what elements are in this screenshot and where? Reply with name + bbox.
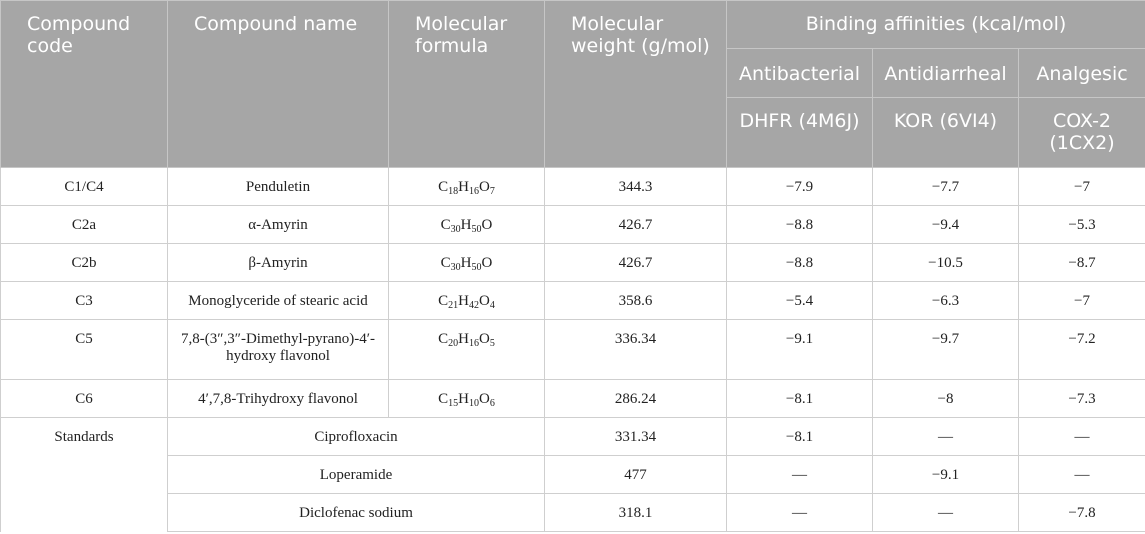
header-compound-code: Compound code bbox=[1, 1, 168, 168]
cox2-affinity-cell: — bbox=[1019, 456, 1145, 494]
kor-affinity-cell: — bbox=[873, 494, 1019, 532]
formula-element: H bbox=[458, 331, 469, 347]
formula-subscript: 15 bbox=[448, 398, 459, 409]
formula-element: C bbox=[438, 331, 449, 347]
table-row bbox=[1, 168, 1145, 206]
molecular-weight-cell: 331.34 bbox=[545, 418, 727, 456]
formula-subscript: 30 bbox=[450, 224, 461, 235]
molecular-weight-cell: 336.34 bbox=[545, 320, 727, 380]
compound-name-cell: 4′,7,8-Trihydroxy flavonol bbox=[168, 380, 389, 418]
formula-subscript: 50 bbox=[471, 262, 482, 273]
formula-subscript: 4 bbox=[489, 300, 495, 311]
header-kor: KOR (6VI4) bbox=[873, 97, 1019, 167]
formula-element: O bbox=[479, 179, 490, 195]
formula-subscript: 50 bbox=[471, 224, 482, 235]
formula-element: C bbox=[440, 255, 451, 271]
molecular-weight-cell: 358.6 bbox=[545, 282, 727, 320]
table-row bbox=[1, 282, 1145, 320]
formula-element: H bbox=[458, 391, 469, 407]
kor-affinity-cell: −10.5 bbox=[873, 244, 1019, 282]
standard-row bbox=[1, 418, 1145, 456]
table-body bbox=[1, 168, 1145, 532]
formula-element: H bbox=[458, 179, 469, 195]
dhfr-affinity-cell: −9.1 bbox=[727, 320, 873, 380]
molecular-formula-cell bbox=[389, 168, 545, 206]
compound-name-cell: Monoglyceride of stearic acid bbox=[168, 282, 389, 320]
cox2-affinity-cell: −7.8 bbox=[1019, 494, 1145, 532]
cox2-affinity-cell: −7.3 bbox=[1019, 380, 1145, 418]
formula-subscript: 20 bbox=[448, 338, 459, 349]
header-molecular-formula: Molecular formula bbox=[389, 1, 545, 168]
standard-name-cell: Ciprofloxacin bbox=[168, 418, 545, 456]
header-antibacterial: Antibacterial bbox=[727, 49, 873, 97]
formula-subscript: 10 bbox=[469, 398, 479, 409]
dhfr-affinity-cell: — bbox=[727, 494, 873, 532]
compound-code-cell: C6 bbox=[1, 380, 168, 418]
compound-code-cell: C2b bbox=[1, 244, 168, 282]
formula-element: O bbox=[481, 217, 493, 233]
kor-affinity-cell: −6.3 bbox=[873, 282, 1019, 320]
dhfr-affinity-cell: −8.8 bbox=[727, 206, 873, 244]
compound-code-cell: C5 bbox=[1, 320, 168, 380]
table-row bbox=[1, 320, 1145, 380]
formula-subscript: 5 bbox=[489, 338, 495, 349]
table-row bbox=[1, 206, 1145, 244]
formula-element: H bbox=[460, 217, 472, 233]
compound-code-cell: C2a bbox=[1, 206, 168, 244]
cox2-affinity-cell: −7 bbox=[1019, 282, 1145, 320]
standard-row bbox=[1, 456, 1145, 494]
table-row bbox=[1, 244, 1145, 282]
compound-code-cell: C1/C4 bbox=[1, 168, 168, 206]
molecular-weight-cell: 344.3 bbox=[545, 168, 727, 206]
compound-name-cell: α-Amyrin bbox=[168, 206, 389, 244]
formula-subscript: 7 bbox=[489, 186, 495, 197]
formula-subscript: 16 bbox=[469, 186, 479, 197]
kor-affinity-cell: — bbox=[873, 418, 1019, 456]
kor-affinity-cell: −8 bbox=[873, 380, 1019, 418]
formula-subscript: 21 bbox=[448, 300, 459, 311]
dhfr-affinity-cell: — bbox=[727, 456, 873, 494]
dhfr-affinity-cell: −8.1 bbox=[727, 418, 873, 456]
compound-name-cell: β-Amyrin bbox=[168, 244, 389, 282]
molecular-formula-cell bbox=[389, 206, 545, 244]
standards-label-cell: Standards bbox=[1, 418, 168, 532]
header-compound-name: Compound name bbox=[168, 1, 389, 168]
formula-element: O bbox=[481, 255, 493, 271]
compound-code-cell: C3 bbox=[1, 282, 168, 320]
compound-name-cell: 7,8-(3″,3″-Dimethyl-pyrano)-4′-hydroxy flavonol bbox=[168, 320, 389, 380]
molecular-formula-cell bbox=[389, 320, 545, 380]
cox2-affinity-cell: −5.3 bbox=[1019, 206, 1145, 244]
cox2-affinity-cell: −7 bbox=[1019, 168, 1145, 206]
molecular-weight-cell: 286.24 bbox=[545, 380, 727, 418]
kor-affinity-cell: −9.1 bbox=[873, 456, 1019, 494]
header-antidiarrheal: Antidiarrheal bbox=[873, 49, 1019, 97]
molecular-weight-cell: 426.7 bbox=[545, 206, 727, 244]
kor-affinity-cell: −9.7 bbox=[873, 320, 1019, 380]
cox2-affinity-cell: −8.7 bbox=[1019, 244, 1145, 282]
molecular-weight-cell: 426.7 bbox=[545, 244, 727, 282]
formula-element: C bbox=[440, 217, 451, 233]
formula-subscript: 30 bbox=[450, 262, 461, 273]
dhfr-affinity-cell: −8.1 bbox=[727, 380, 873, 418]
cox2-affinity-cell: −7.2 bbox=[1019, 320, 1145, 380]
molecular-formula-cell bbox=[389, 282, 545, 320]
molecular-weight-cell: 318.1 bbox=[545, 494, 727, 532]
formula-element: H bbox=[460, 255, 472, 271]
formula-element: O bbox=[479, 293, 490, 309]
standard-name-cell: Diclofenac sodium bbox=[168, 494, 545, 532]
table-header bbox=[1, 1, 1145, 168]
compound-name-cell: Penduletin bbox=[168, 168, 389, 206]
molecular-weight-cell: 477 bbox=[545, 456, 727, 494]
molecular-formula-cell bbox=[389, 380, 545, 418]
header-dhfr: DHFR (4M6J) bbox=[727, 97, 873, 167]
formula-subscript: 18 bbox=[448, 186, 459, 197]
kor-affinity-cell: −7.7 bbox=[873, 168, 1019, 206]
header-molecular-weight: Molecular weight (g/mol) bbox=[545, 1, 727, 168]
molecular-formula-cell bbox=[389, 244, 545, 282]
formula-element: C bbox=[438, 293, 449, 309]
formula-element: C bbox=[438, 179, 449, 195]
dhfr-affinity-cell: −8.8 bbox=[727, 244, 873, 282]
standard-row bbox=[1, 494, 1145, 532]
dhfr-affinity-cell: −5.4 bbox=[727, 282, 873, 320]
table-row bbox=[1, 380, 1145, 418]
formula-subscript: 6 bbox=[489, 398, 495, 409]
header-binding-affinities: Binding affinities (kcal/mol) bbox=[727, 1, 1145, 49]
header-analgesic: Analgesic bbox=[1019, 49, 1145, 97]
formula-element: H bbox=[458, 293, 469, 309]
formula-subscript: 16 bbox=[469, 338, 479, 349]
formula-subscript: 42 bbox=[469, 300, 479, 311]
header-cox2: COX-2 (1CX2) bbox=[1019, 97, 1145, 167]
formula-element: O bbox=[479, 391, 490, 407]
formula-element: C bbox=[438, 391, 449, 407]
cox2-affinity-cell: — bbox=[1019, 418, 1145, 456]
formula-element: O bbox=[479, 331, 490, 347]
standard-name-cell: Loperamide bbox=[168, 456, 545, 494]
kor-affinity-cell: −9.4 bbox=[873, 206, 1019, 244]
dhfr-affinity-cell: −7.9 bbox=[727, 168, 873, 206]
